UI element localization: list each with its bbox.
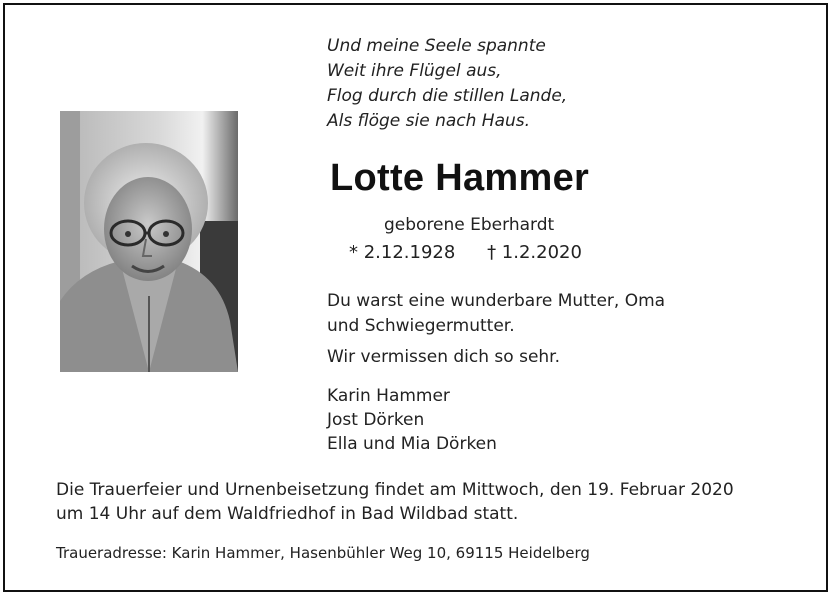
poem-line-4: Als flöge sie nach Haus. xyxy=(327,111,531,131)
mourning-address: Traueradresse: Karin Hammer, Hasenbühler Weg 10, 69115 Heidelberg xyxy=(56,544,590,562)
birth-date: * 2.12.1928 xyxy=(349,242,456,263)
life-dates xyxy=(349,242,582,263)
family-name-3: Ella und Mia Dörken xyxy=(327,434,497,454)
service-line-2: um 14 Uhr auf dem Waldfriedhof in Bad Wildbad statt. xyxy=(56,504,519,524)
message-line-1: Du warst eine wunderbare Mutter, Oma xyxy=(327,291,666,311)
poem-line-2: Weit ihre Flügel aus, xyxy=(327,61,502,81)
death-date: † 1.2.2020 xyxy=(487,242,582,263)
deceased-name: Lotte Hammer xyxy=(330,157,590,199)
message-line-3: Wir vermissen dich so sehr. xyxy=(327,347,561,367)
service-line-1: Die Trauerfeier und Urnenbeisetzung findet am Mittwoch, den 19. Februar 2020 xyxy=(56,480,734,500)
poem xyxy=(327,34,567,134)
poem-line-1: Und meine Seele spannte xyxy=(327,36,546,56)
farewell-message xyxy=(327,289,665,370)
poem-line-3: Flog durch die stillen Lande, xyxy=(327,86,568,106)
portrait-photo xyxy=(60,111,238,372)
message-line-2: und Schwiegermutter. xyxy=(327,316,515,336)
maiden-name: geborene Eberhardt xyxy=(384,215,555,235)
family-name-1: Karin Hammer xyxy=(327,386,450,406)
funeral-service-info xyxy=(56,478,734,526)
family-signatures xyxy=(327,384,497,456)
family-name-2: Jost Dörken xyxy=(327,410,425,430)
